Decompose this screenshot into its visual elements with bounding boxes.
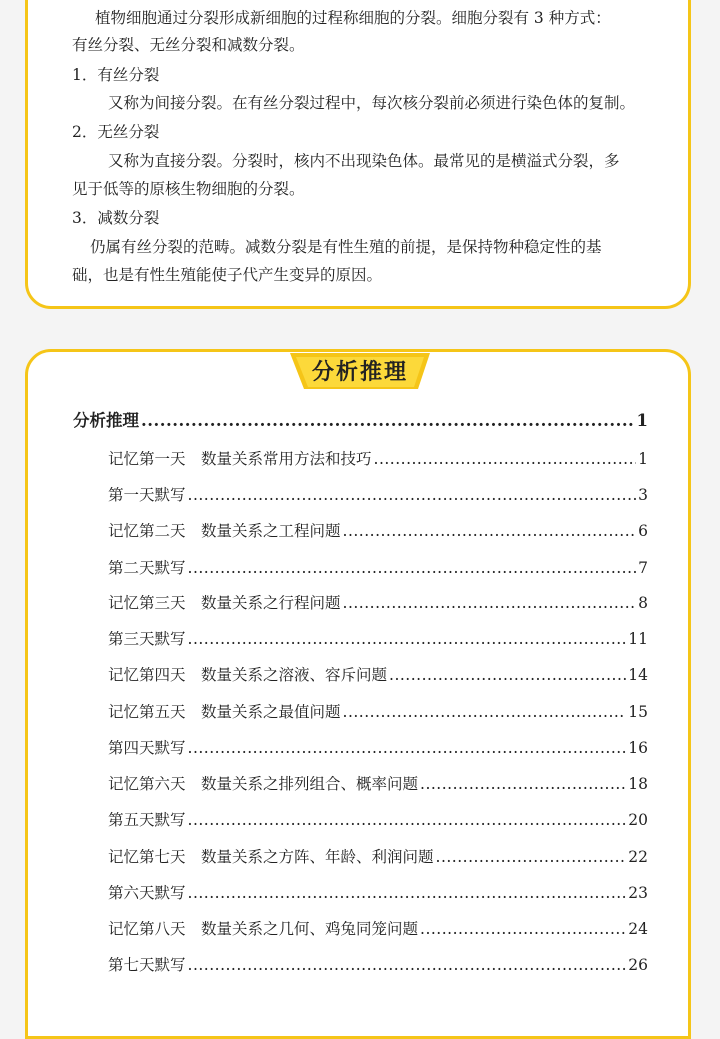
toc-entry-page: 22	[628, 848, 648, 866]
toc-entry-label: 第五天默写	[108, 811, 186, 829]
toc-entry-page: 7	[638, 559, 648, 577]
toc-leader	[188, 882, 627, 904]
toc-leader	[436, 846, 627, 868]
toc-entry-page: 24	[628, 920, 648, 938]
toc-entry-label: 记忆第六天 数量关系之排列组合、概率问题	[108, 775, 419, 793]
heading-mitosis: 1．有丝分裂	[72, 66, 160, 84]
heading-amitosis: 2．无丝分裂	[72, 123, 160, 141]
toc-entry-label: 第四天默写	[108, 739, 186, 757]
toc-entry[interactable]	[108, 628, 648, 650]
toc-entry-page: 15	[628, 703, 648, 721]
toc-entry[interactable]	[108, 846, 648, 868]
toc-entry-page: 18	[628, 775, 648, 793]
intro-line-4: 又称为间接分裂。在有丝分裂过程中，每次核分裂前必须进行染色体的复制。	[108, 94, 636, 112]
intro-line-9: 仍属有丝分裂的范畴。减数分裂是有性生殖的前提，是保持物种稳定性的基	[90, 238, 602, 256]
toc-entry-page: 8	[638, 594, 648, 612]
toc-entry[interactable]	[108, 484, 648, 506]
toc-leader	[141, 410, 635, 432]
toc-entry-label: 第一天默写	[108, 486, 186, 504]
toc-entry[interactable]	[108, 664, 648, 686]
toc-entry-page: 16	[628, 739, 648, 757]
intro-line-6: 又称为直接分裂。分裂时，核内不出现染色体。最常见的是横溢式分裂，多	[108, 152, 620, 170]
toc-leader	[343, 592, 637, 614]
intro-line-10: 础，也是有性生殖能使子代产生变异的原因。	[72, 266, 383, 284]
toc-entry[interactable]	[108, 448, 648, 470]
toc-entry-page: 20	[628, 811, 648, 829]
toc-leader	[188, 809, 627, 831]
intro-line-1: 植物细胞通过分裂形成新细胞的过程称细胞的分裂。细胞分裂有 3 种方式：	[95, 9, 611, 27]
toc-entry[interactable]	[108, 773, 648, 795]
toc-leader	[188, 557, 637, 579]
toc-entry-label: 第三天默写	[108, 630, 186, 648]
toc-entry-page: 3	[638, 486, 648, 504]
toc-main-label: 分析推理	[73, 411, 139, 430]
heading-meiosis: 3．减数分裂	[72, 209, 160, 227]
toc-entry[interactable]	[108, 557, 648, 579]
toc-entry-page: 6	[638, 522, 648, 540]
toc-entry[interactable]	[108, 954, 648, 976]
toc-main-entry[interactable]	[73, 410, 648, 432]
toc-entry-page: 14	[628, 666, 648, 684]
toc-leader	[420, 773, 626, 795]
toc-leader	[188, 484, 637, 506]
toc-entry-label: 记忆第八天 数量关系之几何、鸡兔同笼问题	[108, 920, 419, 938]
toc-entry-label: 记忆第四天 数量关系之溶液、容斥问题	[108, 666, 388, 684]
toc-leader	[420, 918, 626, 940]
toc-entry-page: 26	[628, 956, 648, 974]
intro-line-7: 见于低等的原核生物细胞的分裂。	[72, 180, 305, 198]
toc-entry-label: 记忆第七天 数量关系之方阵、年龄、利润问题	[108, 848, 434, 866]
toc-entry-label: 记忆第一天 数量关系常用方法和技巧	[108, 450, 372, 468]
toc-entry[interactable]	[108, 882, 648, 904]
toc-entry-label: 记忆第二天 数量关系之工程问题	[108, 522, 341, 540]
toc-entry[interactable]	[108, 520, 648, 542]
toc-leader	[343, 701, 627, 723]
toc-entry[interactable]	[108, 918, 648, 940]
intro-line-2: 有丝分裂、无丝分裂和减数分裂。	[72, 36, 305, 54]
toc-entry-label: 第六天默写	[108, 884, 186, 902]
toc-leader	[389, 664, 626, 686]
toc-entry[interactable]	[108, 592, 648, 614]
toc-leader	[188, 628, 627, 650]
toc-entry-page: 1	[638, 450, 648, 468]
toc-leader	[188, 954, 627, 976]
toc-entry-label: 记忆第五天 数量关系之最值问题	[108, 703, 341, 721]
toc-entry-label: 第七天默写	[108, 956, 186, 974]
toc-leader	[343, 520, 637, 542]
toc-entry-page: 11	[628, 630, 648, 648]
toc-entry[interactable]	[108, 701, 648, 723]
toc-entry-page: 23	[628, 884, 648, 902]
toc-leader	[374, 448, 637, 470]
toc-leader	[188, 737, 627, 759]
toc-entry[interactable]	[108, 809, 648, 831]
toc-entry-label: 记忆第三天 数量关系之行程问题	[108, 594, 341, 612]
toc-main-page: 1	[636, 411, 648, 430]
toc-entry-label: 第二天默写	[108, 559, 186, 577]
section-title: 分析推理	[311, 360, 408, 385]
toc-entry[interactable]	[108, 737, 648, 759]
